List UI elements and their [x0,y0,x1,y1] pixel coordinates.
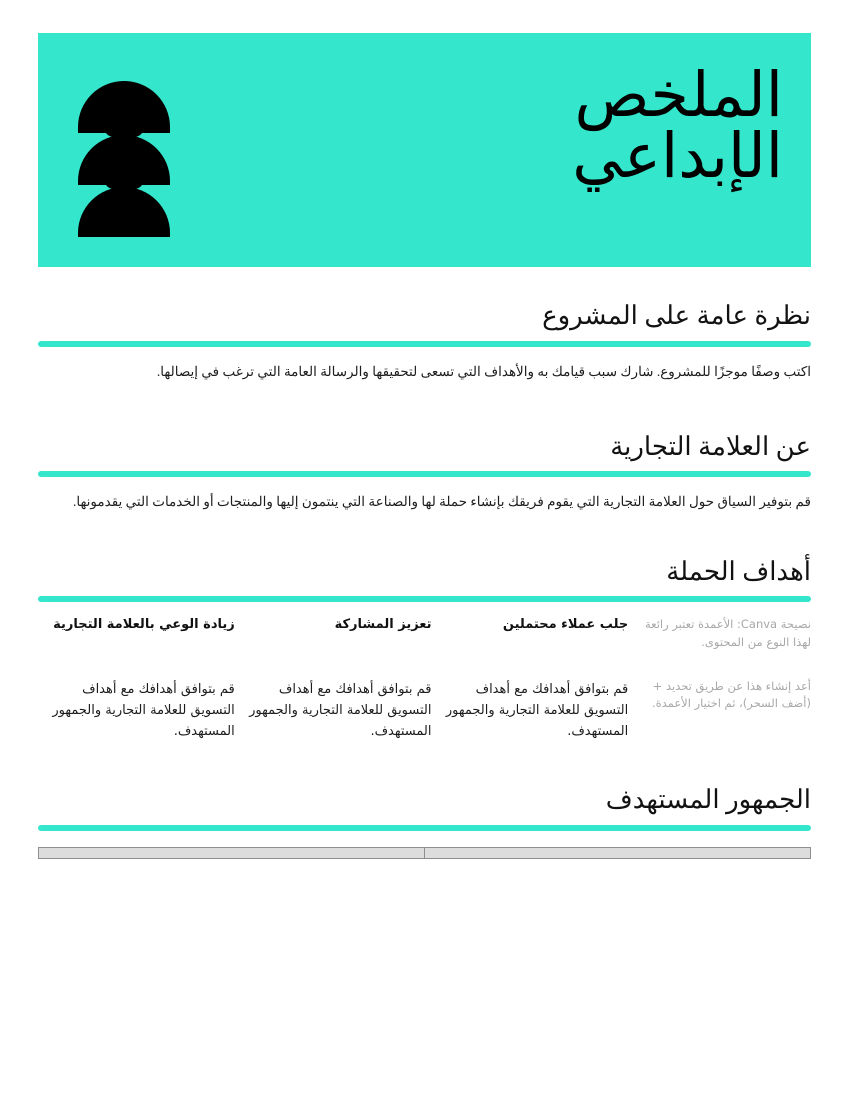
section-campaign-goals [38,556,811,743]
logo-dome-top [78,81,170,133]
target-audience-table[interactable] [38,847,811,859]
goal-column-engagement[interactable] [235,616,432,742]
goal-column-leads[interactable] [432,616,629,742]
section-heading-about-brand: عن العلامة التجارية [610,431,811,461]
document-title-line-1: الملخص [574,58,783,131]
divider-target-audience [38,825,811,831]
document-content [38,300,811,859]
canva-tip-secondary: أعد إنشاء هذا عن طريق تحديد + (أضف السحر)، ثم اختيار الأعمدة. [651,678,811,711]
section-heading-project-overview: نظرة عامة على المشروع [542,301,811,330]
goal-column-body[interactable]: قم بتوافق أهدافك مع أهداف التسويق للعلامة التجارية والجمهور المستهدف. [52,682,235,739]
goal-column-body[interactable]: قم بتوافق أهدافك مع أهداف التسويق للعلامة التجارية والجمهور المستهدف. [445,682,629,739]
section-heading-target-audience: الجمهور المستهدف [605,785,811,815]
spacer-after-goals [38,742,811,784]
goal-column-canva-tip [628,616,811,742]
spacer-after-overview [38,383,811,431]
campaign-goals-columns [38,602,811,742]
goal-column-header: زيادة الوعي بالعلامة التجارية [53,617,235,633]
goal-column-header: تعزيز المشاركة [334,617,432,633]
document-title [263,58,783,192]
section-target-audience [38,784,811,859]
three-dome-stack-logo-icon [74,81,174,221]
section-heading-campaign-goals: أهداف الحملة [666,556,811,586]
section-project-overview [38,300,811,383]
logo-dome-middle [78,135,170,185]
section-about-brand [38,431,811,514]
goal-column-brand-awareness[interactable] [38,616,235,742]
table-cell[interactable] [39,847,425,858]
section-body-about-brand[interactable]: قم بتوفير السياق حول العلامة التجارية التي يقوم فريقك بإنشاء حملة لها والصناعة التي ينتمون إليها والمنتجات أو الخدمات التي يقدمونها. [72,494,811,510]
logo-dome-bottom [78,187,170,237]
table-cell[interactable] [425,847,811,858]
goal-column-body[interactable]: قم بتوافق أهدافك مع أهداف التسويق للعلامة التجارية والجمهور المستهدف. [249,682,432,739]
spacer-after-brand [38,514,811,556]
header-banner [38,33,811,267]
section-body-project-overview[interactable]: اكتب وصفًا موجزًا للمشروع. شارك سبب قيامك به والأهداف التي تسعى لتحقيقها والرسالة العامة التي ترغب في إيصالها. [156,363,811,379]
table-row[interactable] [39,847,811,858]
canva-tip-primary: نصيحة Canva: الأعمدة تعتبر رائعة لهذا النوع من المحتوى. [645,617,811,649]
goal-column-header: جلب عملاء محتملين [502,617,629,633]
document-title-line-2: الإبداعي [572,118,783,192]
